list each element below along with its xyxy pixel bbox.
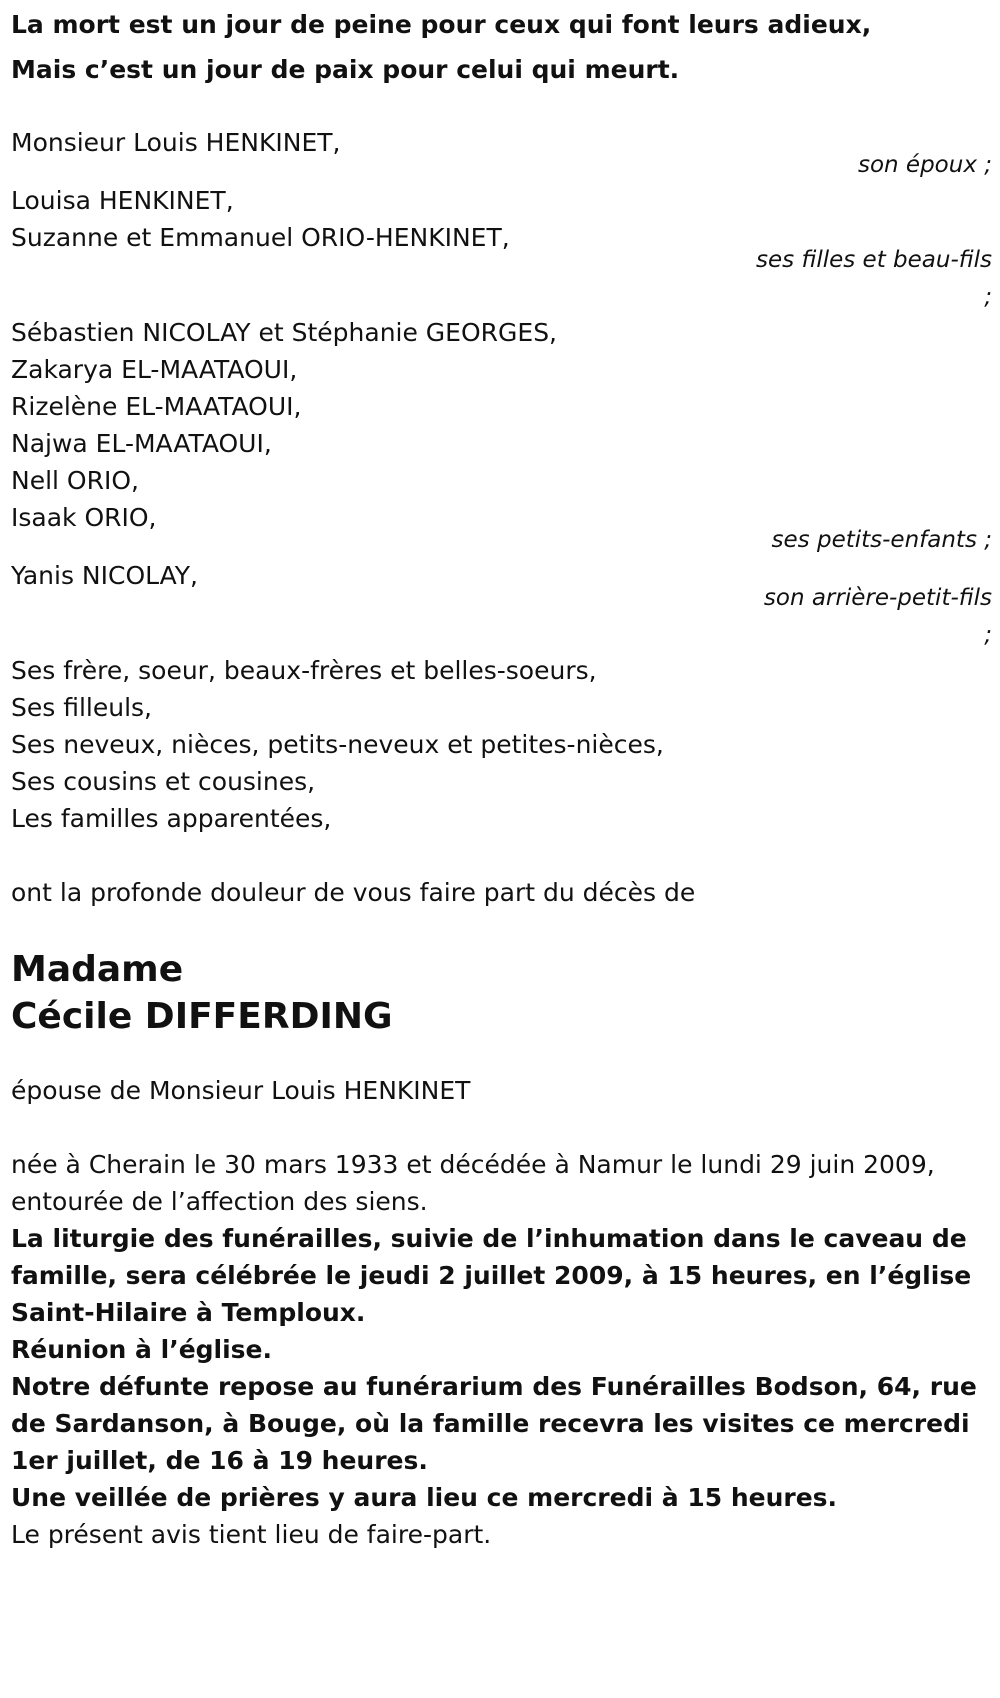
grandchild-name: Najwa EL-MAATAOUI, (11, 429, 272, 458)
deceased-relation: épouse de Monsieur Louis HENKINET (11, 1076, 471, 1105)
relatives-line: Ses cousins et cousines, (11, 767, 316, 796)
epigraph-line-1: La mort est un jour de peine pour ceux qui font leurs adieux, (11, 10, 872, 39)
great-grandchild-role: son arrière-petit-fils (763, 585, 992, 611)
grandchild-name: Rizelène EL-MAATAOUI, (11, 392, 302, 421)
daughters-role-end: ; (984, 284, 992, 310)
relatives-line: Ses filleuls, (11, 693, 153, 722)
relatives-line: Les familles apparentées, (11, 804, 332, 833)
rest-text-line-1: Notre défunte repose au funérarium des Funérailles Bodson, 64, rue (11, 1372, 977, 1401)
grandchild-name: Isaak ORIO, (11, 503, 157, 532)
announcement-text: ont la profonde douleur de vous faire part du décès de (11, 878, 696, 907)
meeting-text: Réunion à l’église. (11, 1335, 273, 1364)
spouse-role: son époux ; (857, 152, 992, 178)
rest-text-line-2: de Sardanson, à Bouge, où la famille recevra les visites ce mercredi (11, 1409, 970, 1438)
birth-death-text: née à Cherain le 30 mars 1933 et décédée à Namur le lundi 29 juin 2009, (11, 1150, 935, 1179)
great-grandchild-role-end: ; (984, 622, 992, 648)
funeral-text-line-1: La liturgie des funérailles, suivie de l’inhumation dans le caveau de (11, 1224, 967, 1253)
great-grandchild-name: Yanis NICOLAY, (11, 561, 198, 590)
grandchild-name: Nell ORIO, (11, 466, 139, 495)
funeral-text-line-3: Saint-Hilaire à Temploux. (11, 1298, 366, 1327)
surrounded-text: entourée de l’affection des siens. (11, 1187, 428, 1216)
relatives-line: Ses neveux, nièces, petits-neveux et petites-nièces, (11, 730, 664, 759)
deceased-name: Cécile DIFFERDING (11, 996, 393, 1037)
deceased-title: Madame (11, 949, 184, 990)
grandchild-name: Zakarya EL-MAATAOUI, (11, 355, 298, 384)
rest-text-line-3: 1er juillet, de 16 à 19 heures. (11, 1446, 428, 1475)
daughter-name: Louisa HENKINET, (11, 186, 234, 215)
grandchildren-role: ses petits-enfants ; (771, 527, 992, 553)
grandchild-name: Sébastien NICOLAY et Stéphanie GEORGES, (11, 318, 558, 347)
daughters-role: ses filles et beau-fils (756, 247, 992, 273)
spouse-name: Monsieur Louis HENKINET, (11, 128, 341, 157)
epigraph-line-2: Mais c’est un jour de paix pour celui qui meurt. (11, 55, 680, 84)
relatives-line: Ses frère, soeur, beaux-frères et belles-soeurs, (11, 656, 597, 685)
vigil-text: Une veillée de prières y aura lieu ce mercredi à 15 heures. (11, 1483, 838, 1512)
funeral-text-line-2: famille, sera célébrée le jeudi 2 juillet 2009, à 15 heures, en l’église (11, 1261, 972, 1290)
notice-text: Le présent avis tient lieu de faire-part. (11, 1520, 492, 1549)
daughter-name: Suzanne et Emmanuel ORIO-HENKINET, (11, 223, 510, 252)
